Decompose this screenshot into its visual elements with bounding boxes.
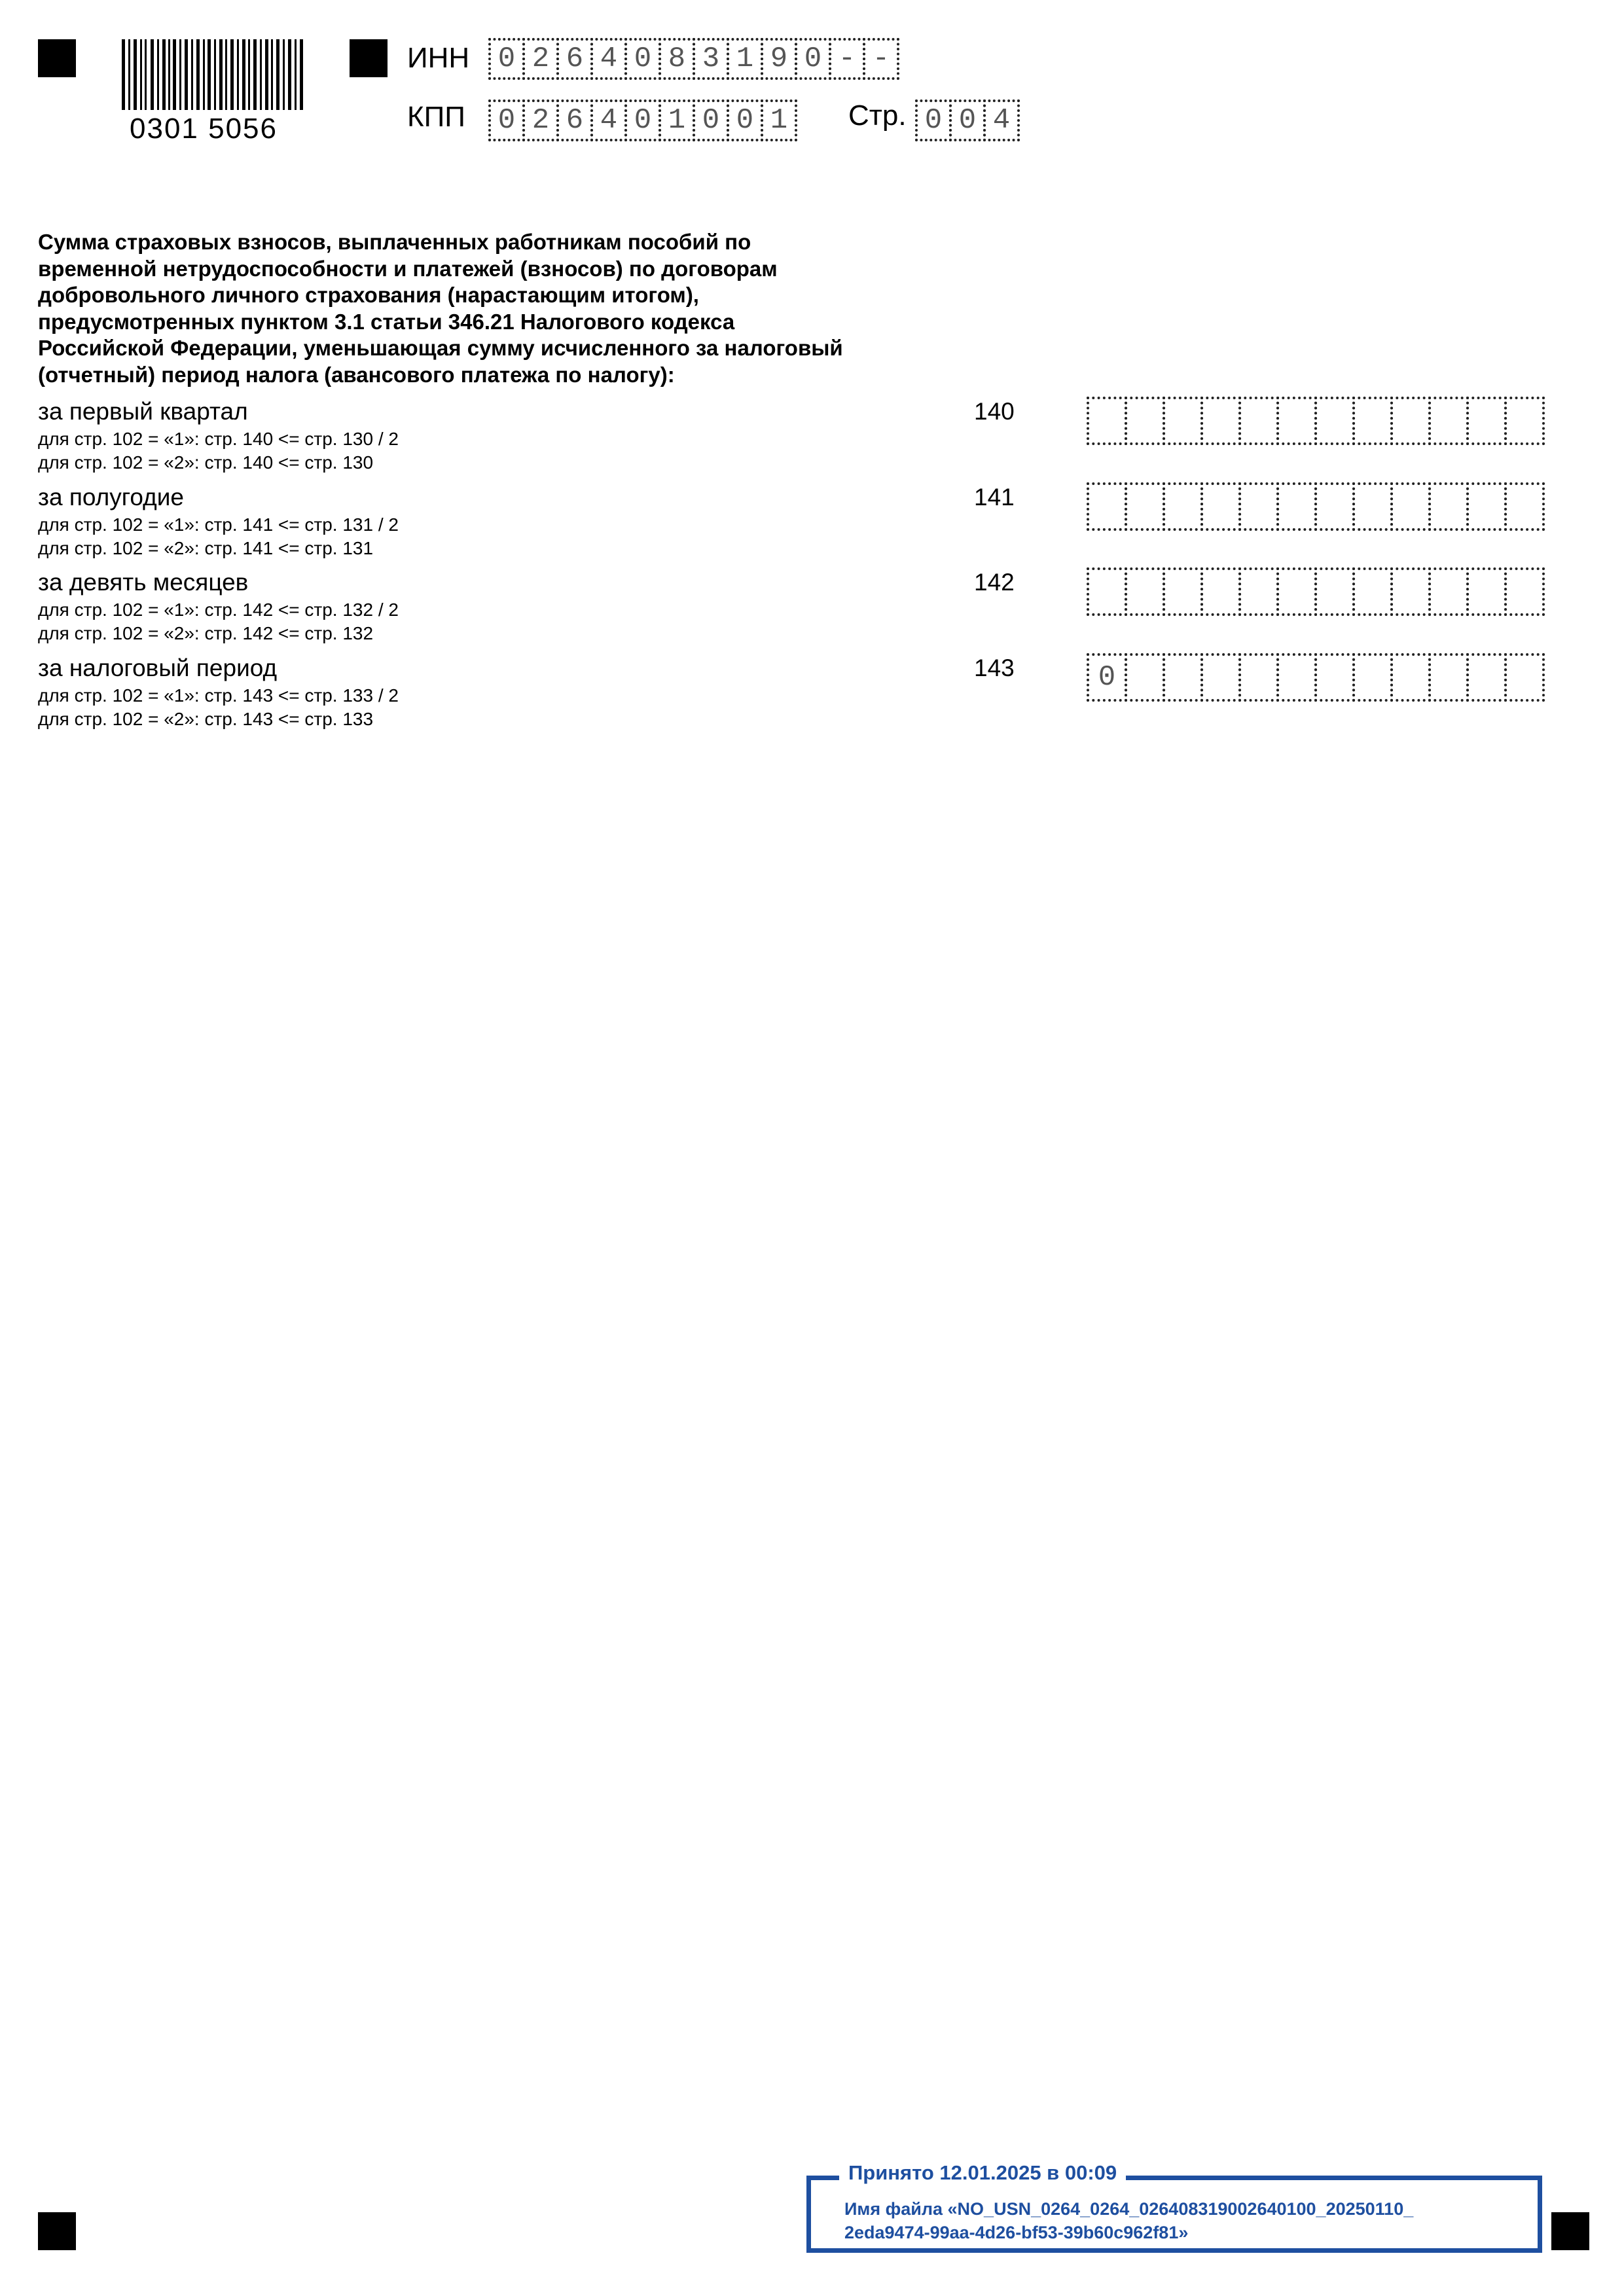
page-cell[interactable]: 4 [983,99,1020,141]
row-142-cell[interactable] [1276,567,1317,616]
row-142-code: 142 [974,569,1015,596]
kpp-cell[interactable]: 6 [556,99,593,141]
row-142-cell[interactable] [1314,567,1355,616]
inn-cells [488,38,897,80]
row-142-cell[interactable] [1200,567,1241,616]
row-141-cell[interactable] [1352,482,1393,531]
row-140-hint-2: для стр. 102 = «2»: стр. 140 <= стр. 130 [38,452,374,473]
inn-cell[interactable]: - [829,38,865,80]
registration-marker-bottom-right [1551,2212,1589,2250]
row-143-cell[interactable] [1125,653,1165,702]
row-141-cell[interactable] [1504,482,1545,531]
row-141-cell[interactable] [1276,482,1317,531]
acceptance-stamp-filename-line-2: 2eda9474-99aa-4d26-bf53-39b60c962f81» [844,2223,1189,2242]
row-143-hint-2: для стр. 102 = «2»: стр. 143 <= стр. 133 [38,709,374,729]
row-140-code: 140 [974,398,1015,425]
page-number-cells [915,99,1017,141]
row-143-cell[interactable] [1390,653,1431,702]
row-140-cell[interactable] [1163,397,1203,445]
row-140-cell[interactable] [1504,397,1545,445]
inn-cell[interactable]: 0 [795,38,831,80]
row-140-cell[interactable] [1390,397,1431,445]
row-141-cell[interactable] [1390,482,1431,531]
row-143-cell[interactable] [1314,653,1355,702]
row-143-cell[interactable] [1238,653,1279,702]
section-heading [38,229,889,388]
heading-line: (отчетный) период налога (авансового платежа по налогу): [38,362,675,387]
kpp-cell[interactable]: 1 [761,99,797,141]
acceptance-stamp-filename-line-1: Имя файла «NO_USN_0264_0264_026408319002640100_20250110_ [844,2199,1414,2219]
row-141-cell[interactable] [1314,482,1355,531]
barcode-number: 0301 5056 [130,113,278,145]
row-141-cells [1087,482,1542,531]
row-141-cell[interactable] [1163,482,1203,531]
row-143-cell[interactable] [1352,653,1393,702]
row-140-cell[interactable] [1428,397,1469,445]
row-140-title: за первый квартал [38,398,248,425]
kpp-cell[interactable]: 1 [659,99,695,141]
heading-line: предусмотренных пунктом 3.1 статьи 346.21 Налогового кодекса [38,309,735,334]
row-142-cell[interactable] [1466,567,1507,616]
inn-cell[interactable]: 9 [761,38,797,80]
page-cell[interactable]: 0 [915,99,952,141]
row-141-code: 141 [974,484,1015,511]
inn-label: ИНН [407,42,470,74]
kpp-cell[interactable]: 0 [727,99,763,141]
inn-cell[interactable]: 0 [624,38,661,80]
row-143-title: за налоговый период [38,655,278,681]
heading-line: Российской Федерации, уменьшающая сумму исчисленного за налоговый [38,336,843,360]
kpp-cells [488,99,795,141]
row-142-cell[interactable] [1125,567,1165,616]
row-143-cell[interactable] [1428,653,1469,702]
row-141-hint-2: для стр. 102 = «2»: стр. 141 <= стр. 131 [38,538,374,558]
row-140-cell[interactable] [1314,397,1355,445]
row-140-cell[interactable] [1200,397,1241,445]
inn-cell[interactable]: 8 [659,38,695,80]
row-142-cell[interactable] [1238,567,1279,616]
row-141-title: за полугодие [38,484,184,511]
row-140-cell[interactable] [1238,397,1279,445]
row-140-cell[interactable] [1276,397,1317,445]
registration-marker-bottom-left [38,2212,76,2250]
row-140-hint-1: для стр. 102 = «1»: стр. 140 <= стр. 130 / 2 [38,429,399,449]
inn-cell[interactable]: 6 [556,38,593,80]
kpp-cell[interactable]: 2 [522,99,559,141]
row-143-cells [1087,653,1542,702]
row-142-cell[interactable] [1352,567,1393,616]
row-141-cell[interactable] [1125,482,1165,531]
row-142-cell[interactable] [1428,567,1469,616]
kpp-label: КПП [407,101,465,133]
inn-cell[interactable]: 2 [522,38,559,80]
row-142-cell[interactable] [1504,567,1545,616]
page-cell[interactable]: 0 [949,99,986,141]
inn-cell[interactable]: 4 [590,38,627,80]
row-142-cell[interactable] [1163,567,1203,616]
row-143-cell[interactable] [1200,653,1241,702]
inn-cell[interactable]: - [863,38,899,80]
row-140-cell[interactable] [1352,397,1393,445]
row-142-hint-1: для стр. 102 = «1»: стр. 142 <= стр. 132 / 2 [38,600,399,620]
row-141-hint-1: для стр. 102 = «1»: стр. 141 <= стр. 131 / 2 [38,514,399,535]
kpp-cell[interactable]: 0 [624,99,661,141]
row-140-cell[interactable] [1087,397,1127,445]
row-140-cell[interactable] [1125,397,1165,445]
heading-line: Сумма страховых взносов, выплаченных работникам пособий по [38,230,751,254]
row-143-cell[interactable] [1163,653,1203,702]
heading-line: добровольного личного страхования (нарастающим итогом), [38,283,699,307]
row-143-hint-1: для стр. 102 = «1»: стр. 143 <= стр. 133 / 2 [38,685,399,706]
row-141-cell[interactable] [1238,482,1279,531]
row-142-cell[interactable] [1087,567,1127,616]
row-142-cell[interactable] [1390,567,1431,616]
row-141-cell[interactable] [1466,482,1507,531]
row-140-cell[interactable] [1466,397,1507,445]
registration-marker-top-left [38,39,76,77]
row-142-title: за девять месяцев [38,569,249,596]
row-143-cell[interactable] [1466,653,1507,702]
acceptance-stamp-title: Принято 12.01.2025 в 00:09 [839,2161,1126,2185]
row-142-hint-2: для стр. 102 = «2»: стр. 142 <= стр. 132 [38,623,374,643]
barcode-bars [122,39,303,110]
row-143-code: 143 [974,655,1015,681]
row-143-cell[interactable] [1504,653,1545,702]
kpp-cell[interactable]: 0 [488,99,525,141]
inn-cell[interactable]: 1 [727,38,763,80]
row-143-cell[interactable] [1276,653,1317,702]
kpp-cell[interactable]: 0 [693,99,729,141]
inn-cell[interactable]: 3 [693,38,729,80]
row-141-cell[interactable] [1200,482,1241,531]
row-141-cell[interactable] [1087,482,1127,531]
row-143-cell[interactable]: 0 [1087,653,1127,702]
page-label: Стр. [848,99,907,132]
row-140-cells [1087,397,1542,445]
row-142-cells [1087,567,1542,616]
kpp-cell[interactable]: 4 [590,99,627,141]
heading-line: временной нетрудоспособности и платежей (взносов) по договорам [38,256,778,281]
registration-marker-top-center [350,39,388,77]
inn-cell[interactable]: 0 [488,38,525,80]
row-141-cell[interactable] [1428,482,1469,531]
